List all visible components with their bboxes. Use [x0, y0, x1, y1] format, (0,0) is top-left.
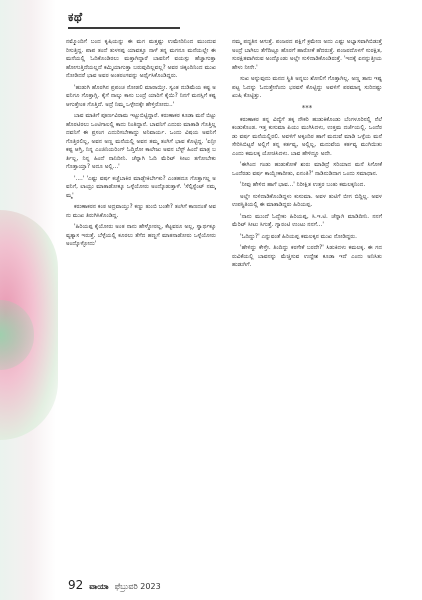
paragraph: 'ಈಗಿಂದ ಗಂಡು ಹುಡುಕೋಕೆ ಶುರು ಮಾಡಿದ್ರೆ ಸರಿಯಾದ ಮನೆ ಸಿಗೋಕೆ ಒಂದೆರಡು ವರ್ಷ ಕಾಯ್ಬೇಕಾದೀತು, ಏನಂತಿ?' ನಾಡಿನುಡಿದಾಗ ಒಂದು ಸಮಾಧಾನ.	[232, 162, 382, 177]
paragraph: 'ಹಿರಿಯಪ್ಪ ಕೈಯೋರು ಅಂತ ನಾನು ಹೇಳ್ದೋರಲ್ಲ, ಕೆಟ್ಟವರೂ ಅಲ್ಲ, ಸ್ವಾರ್ಥಕ್ಕೂ ವ್ಯತ್ಯಾಸ ಇರುತ್ತೆ. ಬೆಳ್ಳೆಯಲ್ಲಿ ಕೂರಲು ತೆಗೆದ ಹಣ್ಣಗೆ ಮಾತನಾಡೋರು ಒಳ್ಳೆಯೋರು ಅಂದ್ಕೊಳ್ಳೋದು'	[66, 224, 216, 247]
left-column	[66, 38, 216, 566]
section-rule	[68, 27, 180, 29]
page-footer	[68, 578, 161, 592]
paragraph: ಅಲ್ಲೇ ಸುಳಿದಾಡಿಕೊಂಡಿದ್ದಳು ಕುಸುಮಾ. ಅವಳ ತುಟಿಗೆ ಬೀಗ ಬಿದ್ದಿಲ್ಲ. ಅವಳ ಉಪಸ್ಥಿತಿಯಲ್ಲಿ ಈ ಮಾತಾಡಿದ್ದರು ಹಿರಿಯಪ್ಪ.	[232, 193, 382, 208]
right-column	[232, 38, 382, 566]
paragraph: '....' 'ಎಷ್ಟು ವರ್ಷ ಕಚ್ಚೆಬಾಕಿರ ಮಾಡ್ಬೇಕಿರ್ಬೇಕು? ಎಂತಹದೂ ಗೊತ್ತಾಗಲ್ಲ ಅವನಿಗೆ, ಲಾಯ್ರು ಮಾತಾಡೋಕ್ಕೂ ಒಳ್ಳೆಯೋರು ಅಂದ್ಕೊಡುತ್ತಾಳೆ. 'ಸೆಲ್ಫಿಸ್ಟೆಂಟ್ ನಮ್ಮಮ್ಮ'	[66, 175, 216, 199]
paragraph: ನಮ್ಮ ಪದ್ಧತಿನ ಆಗುತ್ತೆ. ಪಂಜರದ ಪಕ್ಷಿಗೆ ಕ್ರಮೇಣ ಅದು ಎಷ್ಟು ಅಭ್ಯಾಸವಾಗಿಬಿಡುತ್ತೆ ಅಂದ್ರೆ ಬಾಗಿಲು ತೆಗೆದಿಟ್ಟೂ ಹೊರಗೆ ಹಾರೋಕೆ ಹೆದರುತ್ತೆ. ಪಂಜರದೊಳಗೆ ಸುರಕ್ಷಿತ, ಸುರಕ್ಷಿತವಾಗಿರುವ ಅಂದ್ಕೊಂಡು ಅಲ್ಲೇ ಸುಳಿದಾಡಿಕೊಂಡಿರುತ್ತೆ. 'ಇದಕ್ಕೆ ಏನನ್ನುತ್ತೀಯ ಹೇಳು ನೀನೇ.'	[232, 39, 382, 71]
paragraph: 'ಓದಿದ್ದು?' ಎನ್ನುವಂತೆ ಹಿರಿಯಪ್ಪ ಕಮಲಕ್ಕನ ಮುಖ ನೋಡಿದ್ದರು.	[240, 233, 357, 240]
paragraph: 'ನಾನು ಮುಂದೆ ಓದ್ಬೇಕು ಹಿರಿಯಪ್ಪ, ಸಿ.ಇ.ಟಿ. ಚೆನ್ನಾಗಿ ಮಾಡಿದೀನಿ. ನನಗೆ ಮೆರಿಟ್ ಸೀಟು ಸಿಗುತ್ತೆ. ಗ್ಯಾರಂಟಿ ಉಂಟು ನನಗೆ...'	[232, 213, 382, 228]
paragraph: 'ನೀವು ಹೇಳಿದ ಹಾಗೆ ಭಾವ...' ನಿರೀಕ್ಷಿತ ಉತ್ತರ ಬಂತು ಕಮಲಕ್ಕನಿಂದ.	[240, 182, 366, 188]
paragraph: ಬಾವ ಮಾತಿಗೆ ಪೂರ್ಣವಿರಾಮ ಇಟ್ಟುಬಿಟ್ಟಿದ್ದಾರೆ. ಕರುಣಾಕರ ಕೂಡಾ ಮನೆ ಬಿಟ್ಟು ಹೊರಟಿರಲು ಒಂಟಿಗಾಲಲ್ಲಿ ಕಾದು ನಿಂತಿದ್ದಾನೆ. ಬಾವನಿಗೆ ಎದುರು ಮಾತಾಡಿ ಗೊತ್ತಿಲ್ಲದವನಿಗೆ ಈ ಪ್ರಸಂಗ ಎದುರಿಸಬೇಕಾದ್ದು ಅನಿವಾರ್ಯ. ಒಂದು ವಿಷಯ ಅವನಿಗೆ ಗೊತ್ತಿರಲಿಲ್ಲ, ಅವನ ಅಣ್ಣ ಮನೆಯಲ್ಲಿ ಅವನ ತಮ್ಮ ತಂಗಿಗೆ ಭಾವ ಕೊಟ್ಟಿದ್ದ. 'ಏನ್ರೀ ಕಷ್ಟ ಆಗ್ತಿ, ನಿನ್ನ ಎಂಜಿನಿಯರಿಂಗ್ ಓದ್ತಿರೋ ಕಾಲೇಜು ಅವನ ಬೆಸ್ಟ್ ಹಿಂದೆ ಮಾತ್ರ ಬರ್ತಿಲ್ಲ, ನಿನ್ನ ಹಿಂದೆ ನಾನಿದೀನಿ. ಚೆನ್ನಾಗಿ ಓದಿ ಮೆರಿಟ್ ಸೀಟು ತಗೋಬೇಕು ಗೊತ್ತಾಯ್ತಾ? ಅದೂ ಅಲ್ಲಿ...'	[66, 113, 216, 170]
paragraph: ಕರುಣಾಕರನ ಕಂಠ ಅದ್ರವಾಯ್ತು? ಕಣ್ಣು ತುಂಬಿ ಬಂತೇ? ತಂಗಿಗೆ ಕಾಣದಂತೆ ಅವನು ಮುಖ ತಿರುಗಿಸಿಕೊಂಡಿದ್ದ.	[66, 204, 216, 219]
magazine-name: ವಾಯಾ	[89, 582, 109, 591]
page-number: 92	[68, 578, 84, 592]
paragraph: 'ಹುಡುಗಿ ಹೊರಗಿನ ಪ್ರಪಂಚ ನೋಡಲಿ ಮಾರಾಯ್ತೀ. ಸ್ವಂತ ದುಡಿಮೆಯ ಕಷ್ಟ ಅವನಿಗೂ ಗೊತ್ತಾಗ್ಲಿ. ಕೈಗೆ ನಾಲ್ಕು ಕಾಸು ಬಂದ್ರೆ ಯಾರಿಗೆ ಕೈಯಿ? ನಿನಗೆ ಮನಸ್ಸಿಗೆ ಕಷ್ಟ ಆಗುತ್ತೇಂತ ಗೊತ್ತಿದೆ. ಅದ್ರೆ ನಿಮ್ಮ ಒಳ್ಳೇದಕ್ಕೇ ಹೇಳ್ತಿರೋದು..'	[66, 84, 216, 108]
paragraph: ಸುಖ ಅನ್ನುವುದು ಮನದ ಸ್ಥಿತಿ ಅನ್ನಲು ಶೋಲಿಗೆ ಗೊತ್ತಾಗಿಲ್ಲ. ಅಣ್ಣ ತಾನು ಇಷ್ಟಪಟ್ಟ ಓದನ್ನು ಓದುತ್ತೇನೆಂದು ಭರವಸೆ ಕೊಟ್ಟಿದ್ದು ಅವಳಿಗೆ ಪರಮಾನ್ನ ಸುರಿದಷ್ಟು ಖುಷಿ ಕೊಟ್ಟಿತ್ತು.	[232, 76, 382, 99]
paragraph: 'ಹೇಳಿದ್ದು ಕೇಳ್ತೇ. ತಿಂದಿದ್ದು ಕರಗೇಕೆ ಬರದೇ?' ಸಿಡುಕಿದಳು ಕಮಲಕ್ಕ. ಈ ಗದರುವಿಕೆಯಲ್ಲಿ ಬಾವನನ್ನು ಮೆಚ್ಚಿಸುವ ಉದ್ದೇಶ ಕೂಡಾ ಇದೆ ಎಂದು ಅನಿಸಿತು ಹುಡುಗಿಗೆ.	[232, 245, 382, 268]
section-separator: ***	[301, 103, 313, 112]
issue-date: ಫೆಬ್ರುವರಿ 2023	[114, 582, 161, 591]
section-label: ಕಥೆ	[68, 10, 83, 24]
paragraph: ಕರುಣಾಕರ ತನ್ನ ವಿದ್ಯೆಗೆ ತಕ್ಕ ನೌಕರಿ ಹುಡುಕಿಕೊಂಡು ಬೆಂಗಳೂರಿನಲ್ಲಿ ನೆಲೆ ಕಂಡುಕೊಂಡ. ಇತ್ತ ಕುಸುಮಾ ಪಿಯು ಮುಗಿಸಿದಳು, ಉತ್ತಮ ದರ್ಜೆಯಲ್ಲಿ. ಒಂದೆರಡು ವರ್ಷ ಮನೆಯಲ್ಲಿರಲಿ. ಅವಳಿಗೆ ಅಕ್ಕಂದಿರ ಹಾಗೆ ಮದುವೆ ಮಾಡಿ ಒಳ್ಳೆಯ ಮನೆ ಸೇರಿಸಿಬಿಟ್ಟರೆ ಅಲ್ಲಿಗೆ ತನ್ನ ಕರ್ತವ್ಯ, ಅಲ್ಲಿಲ್ಲ, ಮದುವೆಯ ಕರ್ತವ್ಯ ಮುಗಿಯಿತು ಎಂದು ಕಮಲಕ್ಕ ಯೋಚಿಸಿದಳು. ಬಾವ ಹೇಳಿದ್ದೂ ಅದೇ.	[232, 116, 382, 157]
paragraph: ನಮ್ಮೊಂದಿಗೆ ಬಂದ ಕೃಷಿಯನ್ನು ಈ ಮಗ ಮತ್ತಷ್ಟು ಉಮೇದಿನಿಂದ ಮುಂದುವರಿಸುತ್ತಿದ್ದ. ಪಾಪ ತಂದೆ ತುಳಸಪ್ಪ ಯಾವತ್ತೂ ನಾಳೆ ತನ್ನ ಮಗನೂ ಮನೆಯಲ್ಲೇ ಈ ಮನೆಯಲ್ಲಿ ಓದಿಕೊಂಡಿರಲು ಮತ್ತಾಗಿದ್ದಾರೆ ಬಾವನಿಗೆ ವಯಸ್ಸು ಹೆಚ್ಚಾಗುತ್ತಾ ಹೋಗುತ್ತಿದೆಯಲ್ಲದೆ ಕಮ್ಮಿಯಾಗುತ್ತಾ ಬರುವುದಿಲ್ಲವಲ್ಲ? ಅವರ ಚಿಕ್ಕಂದಿನಿಂದ ಮುಖ ನೋಡಿದರೆ ಭಾವ ಅವರ ಅಂತರಂಗವನ್ನು ಅರ್ಥೈಸಿಕೊಂಡಿದ್ದರು.	[66, 39, 216, 79]
